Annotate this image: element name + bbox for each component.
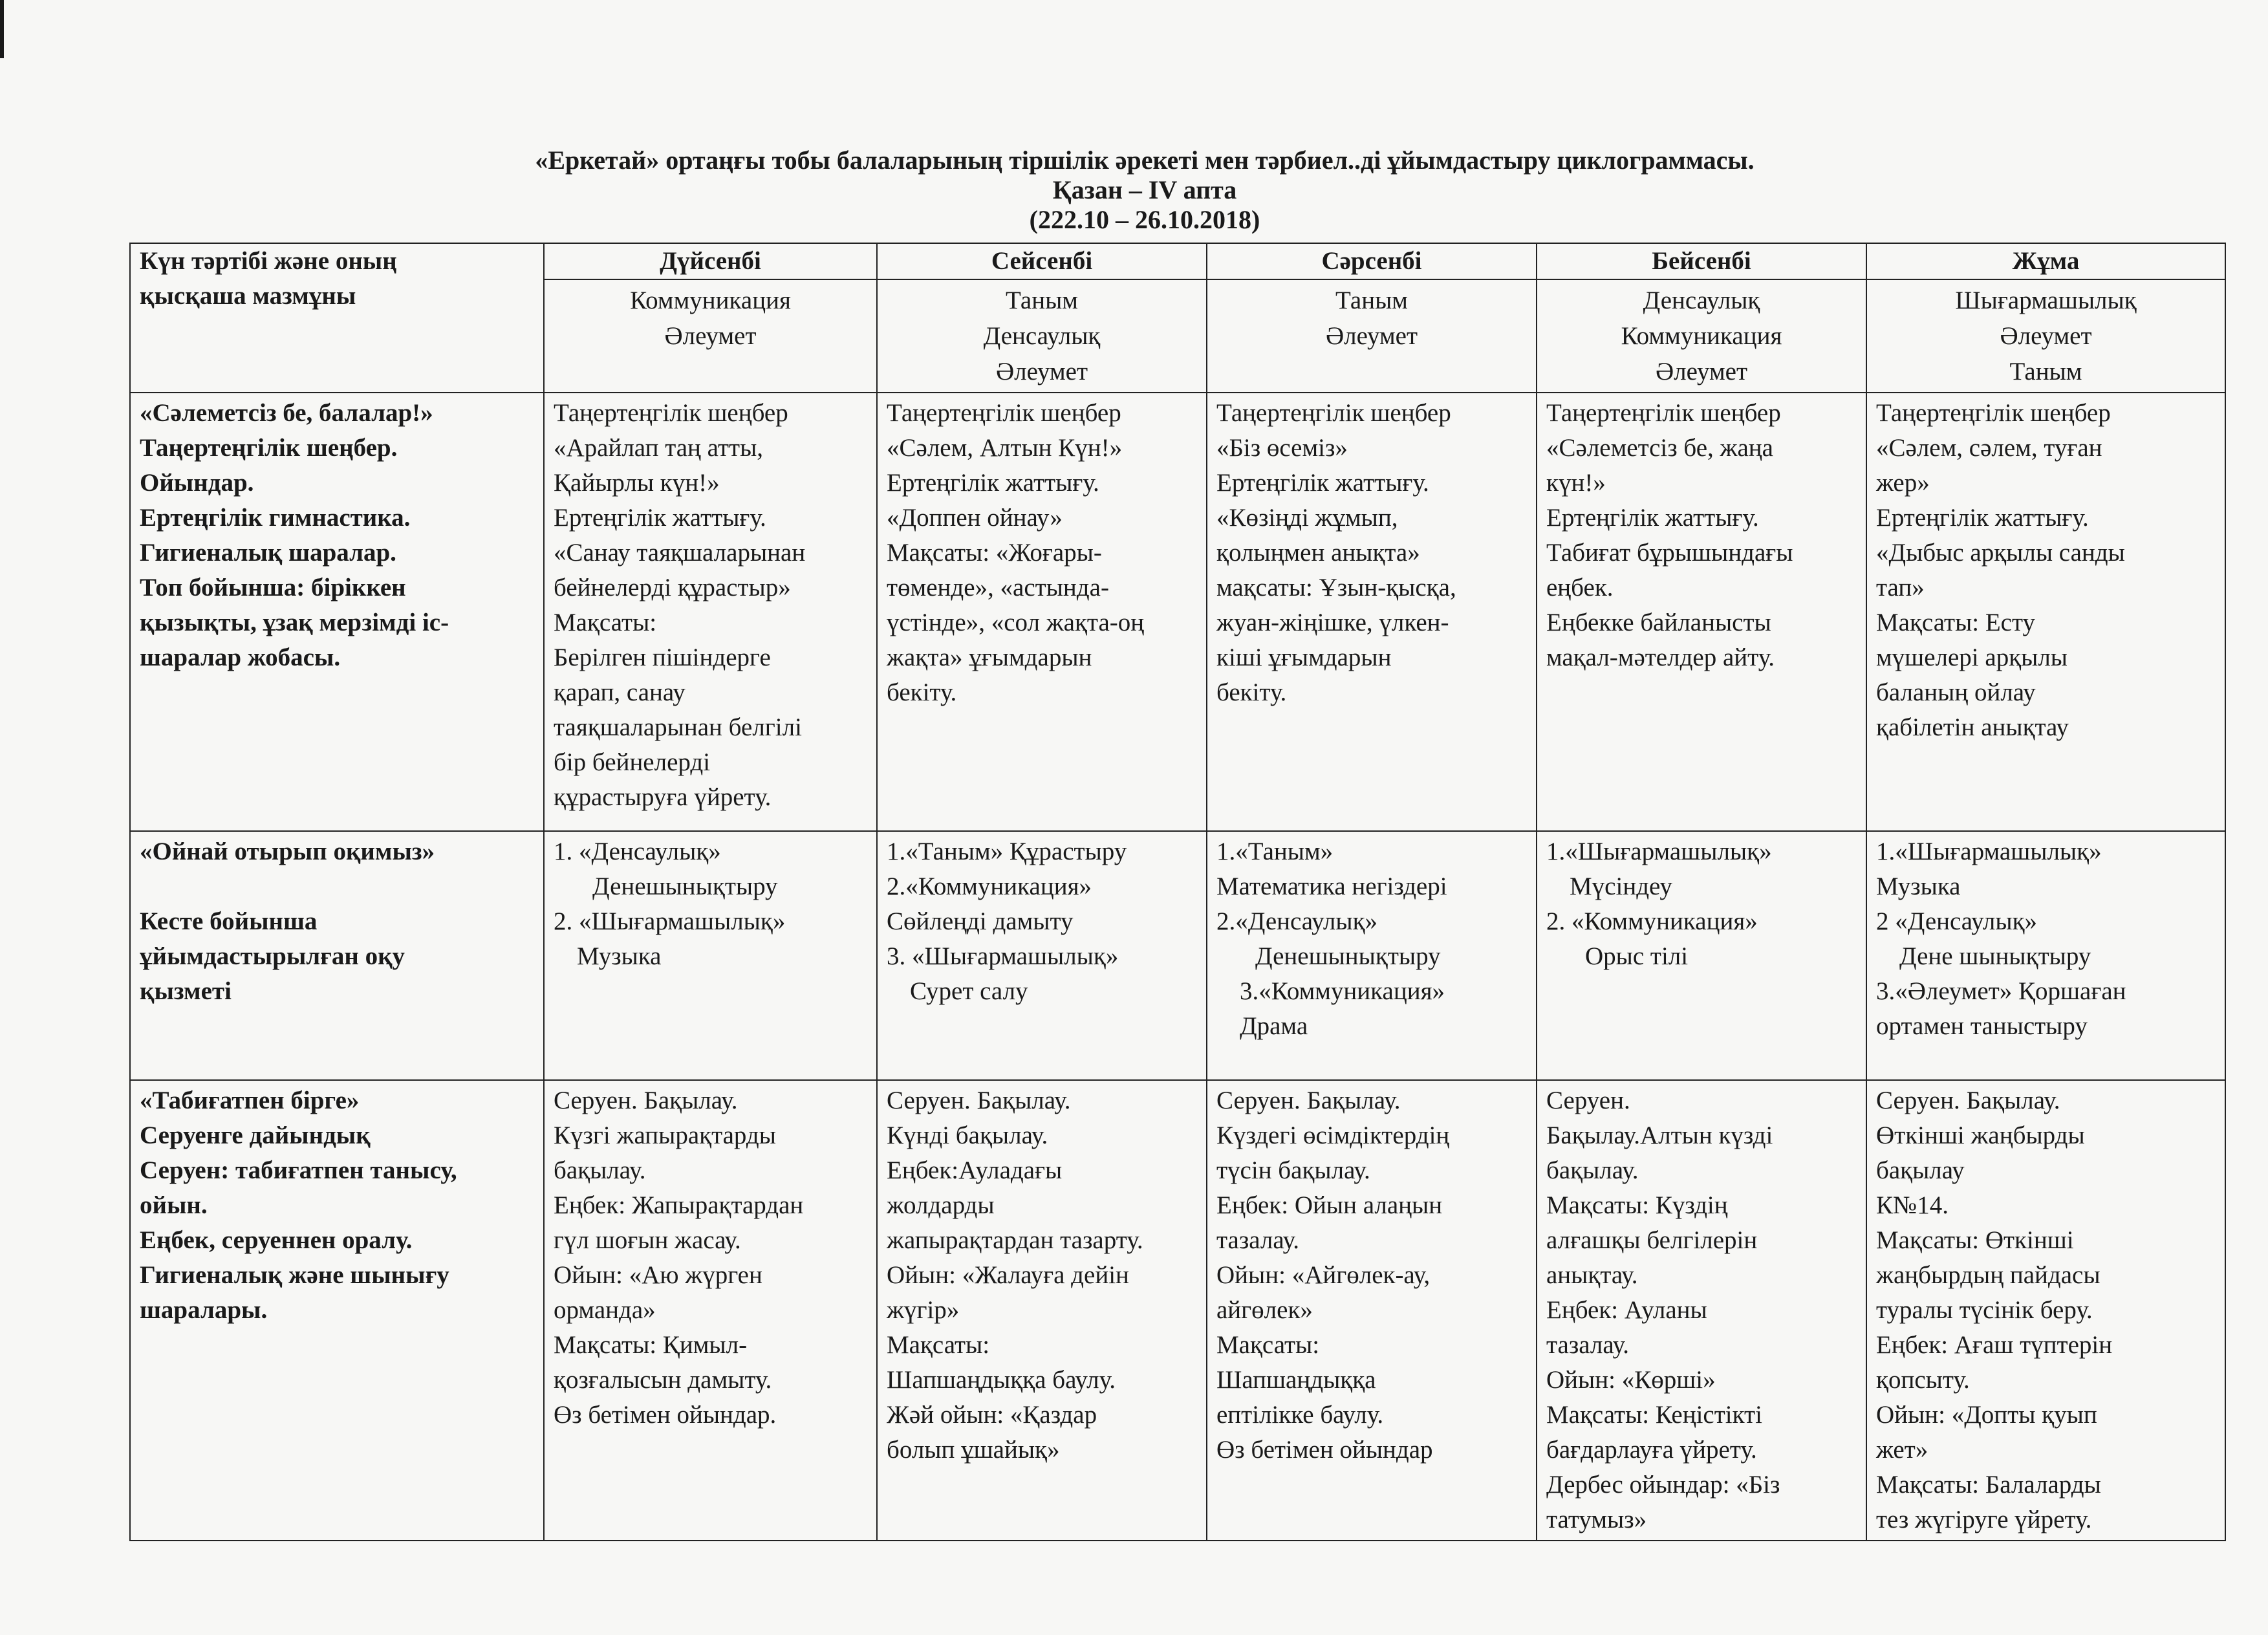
cell-line: 2. «Шығармашылық»: [554, 907, 786, 935]
cell-line: жүгір»: [887, 1296, 960, 1324]
row-head-line: «Сәлеметсіз бе, балалар!»: [140, 399, 433, 427]
row-head-line: Гигиеналық және шынығу: [140, 1261, 449, 1289]
document-title: [129, 146, 2160, 235]
cell-line: Мақсаты: «Жоғары-: [887, 539, 1102, 567]
cell-lessons-thursday: [1537, 831, 1866, 1080]
area-label: Денсаулық: [1643, 287, 1760, 314]
cell-line: бақылау.: [554, 1156, 646, 1184]
cell-line: Музыка: [577, 942, 662, 970]
table-row: [130, 393, 2225, 831]
cell-walk-wednesday: [1207, 1080, 1537, 1541]
cell-line: Ертеңгілік жаттығу.: [1546, 504, 1759, 532]
day-friday: Жұма: [1866, 243, 2225, 279]
area-label: Коммуникация: [1621, 322, 1782, 350]
cell-line: бейнелерді құрастыр»: [554, 574, 791, 601]
cell-walk-tuesday: [877, 1080, 1207, 1541]
cell-line: Серуен.: [1546, 1087, 1630, 1114]
row-head-line: Серуен: табиғатпен танысу,: [140, 1156, 457, 1184]
cell-line: туралы түсінік беру.: [1876, 1296, 2093, 1324]
areas-thursday: [1537, 279, 1866, 393]
cell-line: Күздегі өсімдіктердің: [1216, 1121, 1450, 1149]
cell-line: Серуен. Бақылау.: [1216, 1087, 1401, 1114]
cell-line: 2.«Денсаулық»: [1216, 907, 1378, 935]
cell-line: тазалау.: [1216, 1226, 1300, 1254]
cell-line: Өз бетімен ойындар.: [554, 1401, 777, 1429]
cell-line: Мақсаты: Балаларды: [1876, 1471, 2101, 1499]
cyclogram-table: [129, 243, 2226, 1541]
cell-line: Мақсаты:: [1216, 1331, 1320, 1359]
area-label: Таным: [2009, 358, 2082, 385]
row-head-line: Гигиеналық шаралар.: [140, 539, 396, 567]
cell-line: бағдарлауға үйрету.: [1546, 1436, 1757, 1464]
cell-line: Еңбек: Ауланы: [1546, 1296, 1707, 1324]
regime-header-line: қысқаша мазмұны: [140, 282, 356, 310]
cell-line: Ойын: «Допты қуып: [1876, 1401, 2097, 1429]
cell-line: Ертеңгілік жаттығу.: [554, 504, 766, 532]
area-label: Әлеумет: [996, 358, 1088, 385]
table-row: [130, 831, 2225, 1080]
cell-line: ептілікке баулу.: [1216, 1401, 1384, 1429]
scan-edge-mark: [0, 0, 4, 58]
cell-line: Мақсаты: Қимыл-: [554, 1331, 748, 1359]
cell-line: «Сәлеметсіз бе, жаңа: [1546, 434, 1773, 462]
cell-line: 1. «Денсаулық»: [554, 838, 721, 865]
cell-line: Еңбекке байланысты: [1546, 609, 1771, 636]
cell-line: анықтау.: [1546, 1261, 1638, 1289]
cell-line: ортамен таныстыру: [1876, 1012, 2088, 1040]
cell-line: «Доппен ойнау»: [887, 504, 1063, 532]
cell-line: Ертеңгілік жаттығу.: [1876, 504, 2089, 532]
cell-morning-monday: [544, 393, 877, 831]
areas-friday: [1866, 279, 2225, 393]
cell-line: қарап, санау: [554, 678, 686, 706]
cell-lessons-friday: [1866, 831, 2225, 1080]
cell-line: Таңертеңгілік шеңбер: [1876, 399, 2111, 427]
cell-line: Таңертеңгілік шеңбер: [1216, 399, 1451, 427]
area-label: Әлеумет: [2000, 322, 2092, 350]
cell-line: Ертеңгілік жаттығу.: [1216, 469, 1429, 497]
areas-monday: [544, 279, 877, 393]
cell-line: Серуен. Бақылау.: [887, 1087, 1071, 1114]
cell-line: «Біз өсеміз»: [1216, 434, 1348, 462]
regime-header-line: Күн тәртібі және оның: [140, 247, 397, 275]
cell-line: тап»: [1876, 574, 1925, 601]
cell-line: Еңбек: Ойын алаңын: [1216, 1191, 1443, 1219]
row-head-line: «Табиғатпен бірге»: [140, 1087, 360, 1114]
cell-line: Мақсаты: Өткінші: [1876, 1226, 2074, 1254]
cell-line: Ойын: «Аю жүрген: [554, 1261, 762, 1289]
cell-line: үстінде», «сол жақта-оң: [887, 609, 1145, 636]
cell-lessons-wednesday: [1207, 831, 1537, 1080]
cell-line: жолдарды: [887, 1191, 995, 1219]
cell-line: айгөлек»: [1216, 1296, 1313, 1324]
cell-line: Мақсаты:: [554, 609, 657, 636]
cell-line: бір бейнелерді: [554, 748, 711, 776]
day-tuesday: Сейсенбі: [877, 243, 1207, 279]
cell-line: Серуен. Бақылау.: [554, 1087, 738, 1114]
cell-line: 3.«Әлеумет» Қоршаған: [1876, 977, 2126, 1005]
cell-lessons-monday: [544, 831, 877, 1080]
row-head-line: Таңертеңгілік шеңбер.: [140, 434, 398, 462]
cell-line: Мақсаты: Есту: [1876, 609, 2036, 636]
cell-line: Өз бетімен ойындар: [1216, 1436, 1433, 1464]
cell-line: Дербес ойындар: «Біз: [1546, 1471, 1780, 1499]
cell-line: 2 «Денсаулық»: [1876, 907, 2038, 935]
cell-line: Музыка: [1876, 872, 1961, 900]
row-head-line: ұйымдастырылған оқу: [140, 942, 405, 970]
cell-walk-thursday: [1537, 1080, 1866, 1541]
cell-morning-wednesday: [1207, 393, 1537, 831]
cell-line: алғашқы белгілерін: [1546, 1226, 1758, 1254]
cell-line: төменде», «астында-: [887, 574, 1109, 601]
row-head-line: шаралар жобасы.: [140, 644, 341, 671]
cell-line: Күнді бақылау.: [887, 1121, 1048, 1149]
cell-line: Мақсаты: Кеңістікті: [1546, 1401, 1762, 1429]
cell-line: орманда»: [554, 1296, 656, 1324]
cell-line: таяқшаларынан белгілі: [554, 713, 802, 741]
cell-line: қозғалысын дамыту.: [554, 1366, 772, 1394]
cell-line: Орыс тілі: [1585, 942, 1689, 970]
cell-walk-monday: [544, 1080, 877, 1541]
row-head-line: Еңбек, серуеннен оралу.: [140, 1226, 413, 1254]
cell-line: 1.«Таным» Құрастыру: [887, 838, 1127, 865]
cell-line: еңбек.: [1546, 574, 1614, 601]
cell-line: бақылау: [1876, 1156, 1965, 1184]
cell-line: Мүсіндеу: [1570, 872, 1672, 900]
day-header-row: [130, 243, 2225, 279]
cell-line: Шапшаңдыққа: [1216, 1366, 1376, 1394]
row-head-line: Топ бойынша: біріккен: [140, 574, 406, 601]
cell-line: қабілетін анықтау: [1876, 713, 2069, 741]
cell-line: күн!»: [1546, 469, 1606, 497]
cell-line: Таңертеңгілік шеңбер: [887, 399, 1121, 427]
cell-line: баланың ойлау: [1876, 678, 2036, 706]
cell-line: бақылау.: [1546, 1156, 1639, 1184]
cell-line: 3.«Коммуникация»: [1240, 977, 1445, 1005]
row-head-line: қызықты, ұзақ мерзімді іс-: [140, 609, 449, 636]
row-morning-head: [130, 393, 544, 831]
cell-line: мүшелері арқылы: [1876, 644, 2068, 671]
cell-line: 2. «Коммуникация»: [1546, 907, 1758, 935]
area-label: Денсаулық: [983, 322, 1101, 350]
cell-line: кіші ұғымдарын: [1216, 644, 1392, 671]
cell-line: 1.«Таным»: [1216, 838, 1334, 865]
cell-line: Дене шынықтыру: [1899, 942, 2091, 970]
cell-line: мақал-мәтелдер айту.: [1546, 644, 1775, 671]
cell-line: Еңбек:Ауладағы: [887, 1156, 1063, 1184]
cell-line: Еңбек: Ағаш түптерін: [1876, 1331, 2113, 1359]
areas-tuesday: [877, 279, 1207, 393]
cell-line: қопсыту.: [1876, 1366, 1970, 1394]
cell-line: жапырақтардан тазарту.: [887, 1226, 1143, 1254]
row-head-line: Ертеңгілік гимнастика.: [140, 504, 411, 532]
cell-morning-tuesday: [877, 393, 1207, 831]
cell-line: 2.«Коммуникация»: [887, 872, 1092, 900]
row-head-line: Серуенге дайындық: [140, 1121, 371, 1149]
row-head-line: шаралары.: [140, 1296, 268, 1324]
cell-lessons-tuesday: [877, 831, 1207, 1080]
cell-line: жақта» ұғымдарын: [887, 644, 1092, 671]
table-row: [130, 1080, 2225, 1541]
cell-line: мақсаты: Ұзын-қысқа,: [1216, 574, 1456, 601]
row-head-line: Кесте бойынша: [140, 907, 318, 935]
area-label: Әлеумет: [1326, 322, 1418, 350]
cell-line: 1.«Шығармашылық»: [1546, 838, 1772, 865]
cell-morning-thursday: [1537, 393, 1866, 831]
cell-line: 1.«Шығармашылық»: [1876, 838, 2102, 865]
area-label: Таным: [1006, 287, 1078, 314]
area-label: Таным: [1335, 287, 1408, 314]
cell-line: «Арайлап таң атты,: [554, 434, 764, 462]
cell-line: Сурет салу: [910, 977, 1028, 1005]
cell-line: Сөйлеңді дамыту: [887, 907, 1074, 935]
title-line-2: Қазан – IV апта: [1052, 175, 1237, 204]
cell-line: 3. «Шығармашылық»: [887, 942, 1119, 970]
cell-line: жаңбырдың пайдасы: [1876, 1261, 2101, 1289]
cell-line: татумыз»: [1546, 1506, 1647, 1533]
cell-line: Еңбек: Жапырақтардан: [554, 1191, 804, 1219]
cell-line: Қайырлы күн!»: [554, 469, 720, 497]
cell-line: Берілген пішіндерге: [554, 644, 771, 671]
cell-line: жет»: [1876, 1436, 1928, 1464]
cell-line: құрастыруға үйрету.: [554, 783, 772, 811]
row-walk-head: [130, 1080, 544, 1541]
cell-line: Бақылау.Алтын күзді: [1546, 1121, 1773, 1149]
cell-line: Ойын: «Көрші»: [1546, 1366, 1716, 1394]
cell-line: Ойын: «Жалауға дейін: [887, 1261, 1129, 1289]
cell-line: Таңертеңгілік шеңбер: [1546, 399, 1781, 427]
cell-line: Мақсаты: Күздің: [1546, 1191, 1728, 1219]
cell-line: Мақсаты:: [887, 1331, 990, 1359]
cell-line: тазалау.: [1546, 1331, 1630, 1359]
title-line-3: (222.10 – 26.10.2018): [1029, 205, 1260, 234]
cell-line: Жәй ойын: «Қаздар: [887, 1401, 1097, 1429]
cell-line: гүл шоғын жасау.: [554, 1226, 741, 1254]
cell-line: Шапшаңдыққа баулу.: [887, 1366, 1116, 1394]
area-label: Шығармашылық: [1955, 287, 2137, 314]
regime-header-cell: [130, 243, 544, 393]
cell-line: Серуен. Бақылау.: [1876, 1087, 2060, 1114]
cell-line: «Дыбыс арқылы санды: [1876, 539, 2125, 567]
cell-line: бекіту.: [887, 678, 957, 706]
title-line-1: «Еркетай» ортаңғы тобы балаларының тіршілік әрекеті мен тәрбиел..ді ұйымдастыру циклограммасы.: [535, 146, 1755, 175]
cell-line: Таңертеңгілік шеңбер: [554, 399, 788, 427]
cell-line: Ойын: «Айгөлек-ау,: [1216, 1261, 1431, 1289]
row-lessons-head: [130, 831, 544, 1080]
row-head-line: қызметі: [140, 977, 232, 1005]
cell-line: Ертеңгілік жаттығу.: [887, 469, 1099, 497]
cell-morning-friday: [1866, 393, 2225, 831]
cell-line: бекіту.: [1216, 678, 1287, 706]
row-head-line: Ойындар.: [140, 469, 254, 497]
areas-wednesday: [1207, 279, 1537, 393]
cell-line: Табиғат бұрышындағы: [1546, 539, 1793, 567]
cell-line: Күзгі жапырақтарды: [554, 1121, 776, 1149]
row-head-line: «Ойнай отырып оқимыз»: [140, 838, 435, 865]
day-wednesday: Сәрсенбі: [1207, 243, 1537, 279]
row-head-line: ойын.: [140, 1191, 208, 1219]
cell-line: «Көзіңді жұмып,: [1216, 504, 1398, 532]
cell-line: «Сәлем, Алтын Күн!»: [887, 434, 1123, 462]
cell-walk-friday: [1866, 1080, 2225, 1541]
area-label: Әлеумет: [1656, 358, 1747, 385]
cell-line: жуан-жіңішке, үлкен-: [1216, 609, 1449, 636]
day-thursday: Бейсенбі: [1537, 243, 1866, 279]
cell-line: болып ұшайық»: [887, 1436, 1060, 1464]
table-extra-border: [2225, 1061, 2226, 1488]
area-label: Әлеумет: [664, 322, 757, 350]
cell-line: қолыңмен анықта»: [1216, 539, 1420, 567]
cell-line: Денешынықтыру: [592, 872, 778, 900]
cell-line: К№14.: [1876, 1191, 1949, 1219]
cell-line: тез жүгіруге үйрету.: [1876, 1506, 2092, 1533]
cell-line: «Сәлем, сәлем, туған: [1876, 434, 2102, 462]
day-monday: Дүйсенбі: [544, 243, 877, 279]
cell-line: жер»: [1876, 469, 1930, 497]
cell-line: Өткінші жаңбырды: [1876, 1121, 2085, 1149]
cell-line: Драма: [1240, 1012, 1308, 1040]
cell-line: Денешынықтыру: [1255, 942, 1441, 970]
cell-line: «Санау таяқшаларынан: [554, 539, 806, 567]
cell-line: Математика негіздері: [1216, 872, 1447, 900]
area-label: Коммуникация: [630, 287, 791, 314]
cell-line: түсін бақылау.: [1216, 1156, 1370, 1184]
